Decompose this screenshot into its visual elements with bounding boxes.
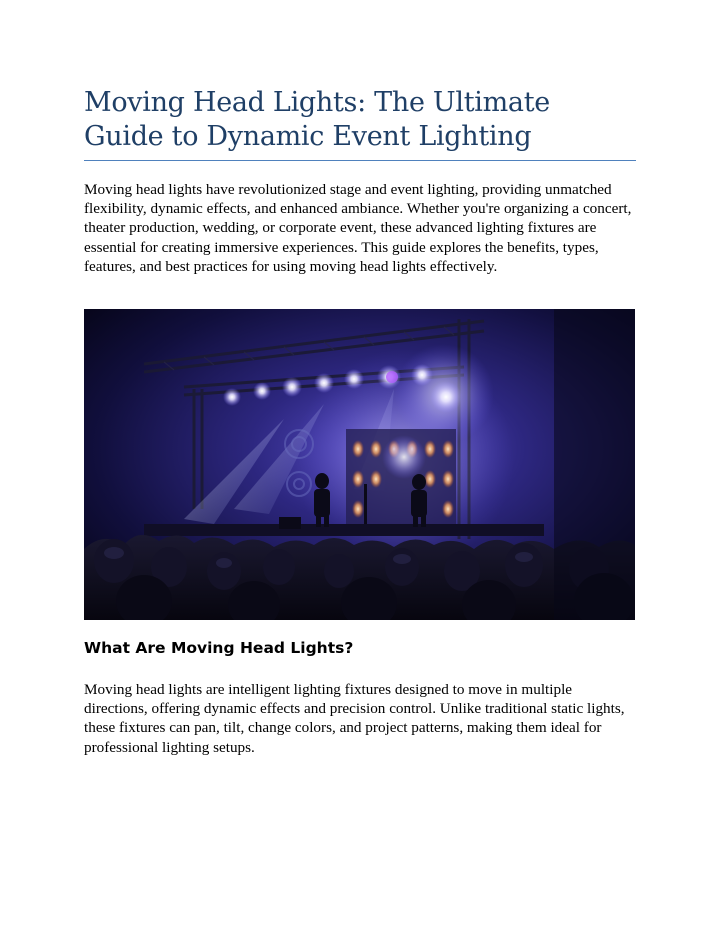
section-heading: What Are Moving Head Lights? <box>84 639 354 657</box>
document-title: Moving Head Lights: The Ultimate Guide to Dynamic Event Lighting <box>84 87 550 152</box>
intro-paragraph: Moving head lights have revolutionized stage and event lighting, providing unmatched flexibility, dynamic effects, and enhanced ambiance. Whether you're organizing a concert, theater production, wedding, or corporate event, these advanced lighting fixtures are essential for creating immersive experiences. This guide explores the benefits, types, features, and best practices for using moving head lights effectively. <box>84 181 632 275</box>
title-underline <box>84 160 636 161</box>
concert-stage-photo <box>84 309 635 620</box>
section-paragraph: Moving head lights are intelligent lighting fixtures designed to move in multiple directions, offering dynamic effects and precision control. Unlike traditional static lights, these fixtures can pan, tilt, change colors, and project patterns, making them ideal for professional lighting setups. <box>84 681 625 756</box>
